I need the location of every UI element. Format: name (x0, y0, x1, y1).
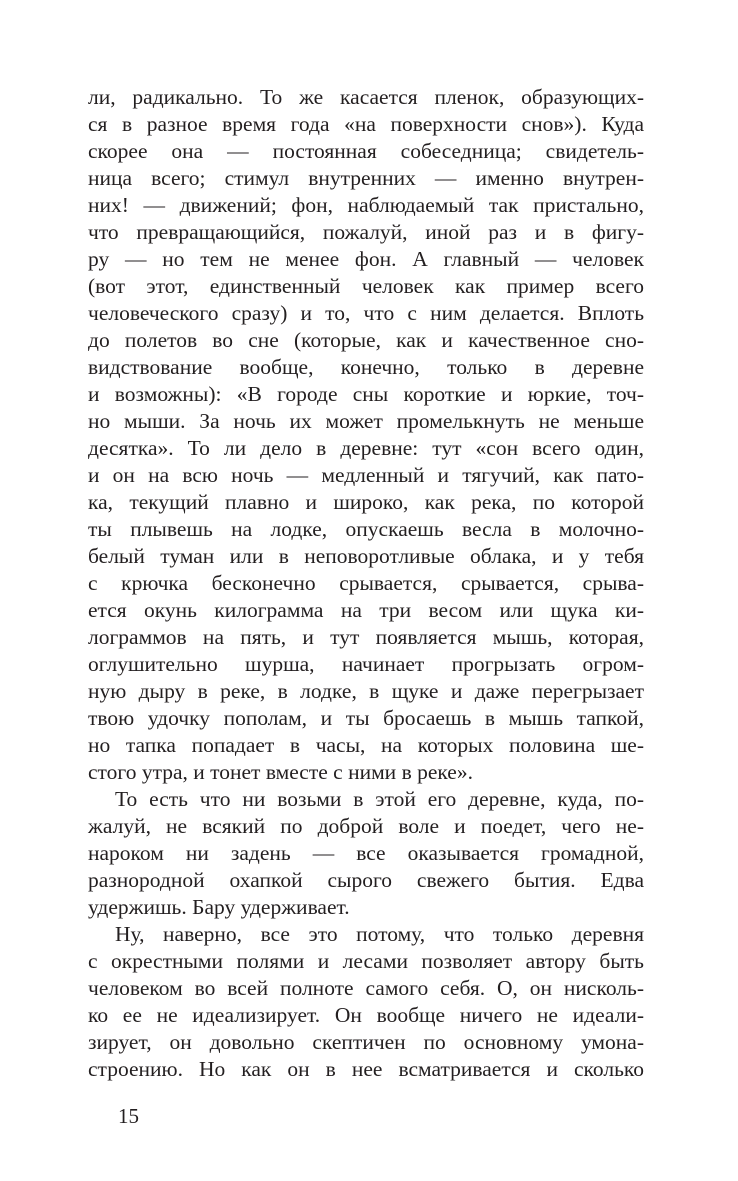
text-line: ты плывешь на лодке, опускаешь весла в молочно- (88, 517, 644, 541)
text-line: ся в разное время года «на поверхности снов»). Куда (88, 112, 644, 136)
text-line: белый туман или в неповоротливые облака, и у тебя (88, 544, 644, 568)
text-line: ру — но тем не менее фон. А главный — человек (88, 247, 644, 271)
text-line: нароком ни задень — все оказывается громадной, (88, 841, 644, 865)
page-number: 15 (118, 1104, 139, 1128)
text-line: строению. Но как он в нее всматривается и сколько (88, 1057, 644, 1081)
text-line: них! — движений; фон, наблюдаемый так пристально, (88, 193, 644, 217)
text-line: скорее она — постоянная собеседница; свидетель- (88, 139, 644, 163)
text-line: стого утра, и тонет вместе с ними в реке». (88, 760, 473, 784)
text-line: но тапка попадает в часы, на которых половина ше- (88, 733, 644, 757)
text-line: с крючка бесконечно срывается, срывается, срыва- (88, 571, 644, 595)
text-line: что превращающийся, пожалуй, иной раз и в фигу- (88, 220, 644, 244)
text-line: ница всего; стимул внутренних — именно внутрен- (88, 166, 644, 190)
text-line: с окрестными полями и лесами позволяет автору быть (88, 949, 644, 973)
text-line: жалуй, не всякий по доброй воле и поедет, чего не- (88, 814, 644, 838)
text-line: и он на всю ночь — медленный и тягучий, как пато- (88, 463, 644, 487)
text-line: человеческого сразу) и то, что с ним делается. Вплоть (88, 301, 644, 325)
text-line: десятка». То ли дело в деревне: тут «сон всего один, (88, 436, 644, 460)
text-line: То есть что ни возьми в этой его деревне, куда, по- (115, 787, 644, 811)
text-line: и возможны): «В городе сны короткие и юркие, точ- (88, 382, 644, 406)
text-line: ка, текущий плавно и широко, как река, по которой (88, 490, 644, 514)
text-line: (вот этот, единственный человек как пример всего (88, 274, 644, 298)
text-line: Ну, наверно, все это потому, что только деревня (115, 922, 644, 946)
text-line: оглушительно шурша, начинает прогрызать огром- (88, 652, 644, 676)
text-line: разнородной охапкой сырого свежего бытия. Едва (88, 868, 644, 892)
text-line: зирует, он довольно скептичен по основному умона- (88, 1030, 644, 1054)
body-text (88, 84, 644, 1083)
text-line: ется окунь килограмма на три весом или щука ки- (88, 598, 644, 622)
text-line: твою удочку пополам, и ты бросаешь в мышь тапкой, (88, 706, 644, 730)
text-line: до полетов во сне (которые, как и качественное сно- (88, 328, 644, 352)
text-line: лограммов на пять, и тут появляется мышь, которая, (88, 625, 644, 649)
text-line: ную дыру в реке, в лодке, в щуке и даже перегрызает (88, 679, 644, 703)
text-line: ко ее не идеализирует. Он вообще ничего не идеали- (88, 1003, 644, 1027)
text-line: видствование вообще, конечно, только в деревне (88, 355, 644, 379)
text-line: но мыши. За ночь их может промелькнуть не меньше (88, 409, 644, 433)
text-line: человеком во всей полноте самого себя. О, он нисколь- (88, 976, 644, 1000)
text-line: ли, радикально. То же касается пленок, образующих- (88, 85, 644, 109)
text-line: удержишь. Бару удерживает. (88, 895, 350, 919)
